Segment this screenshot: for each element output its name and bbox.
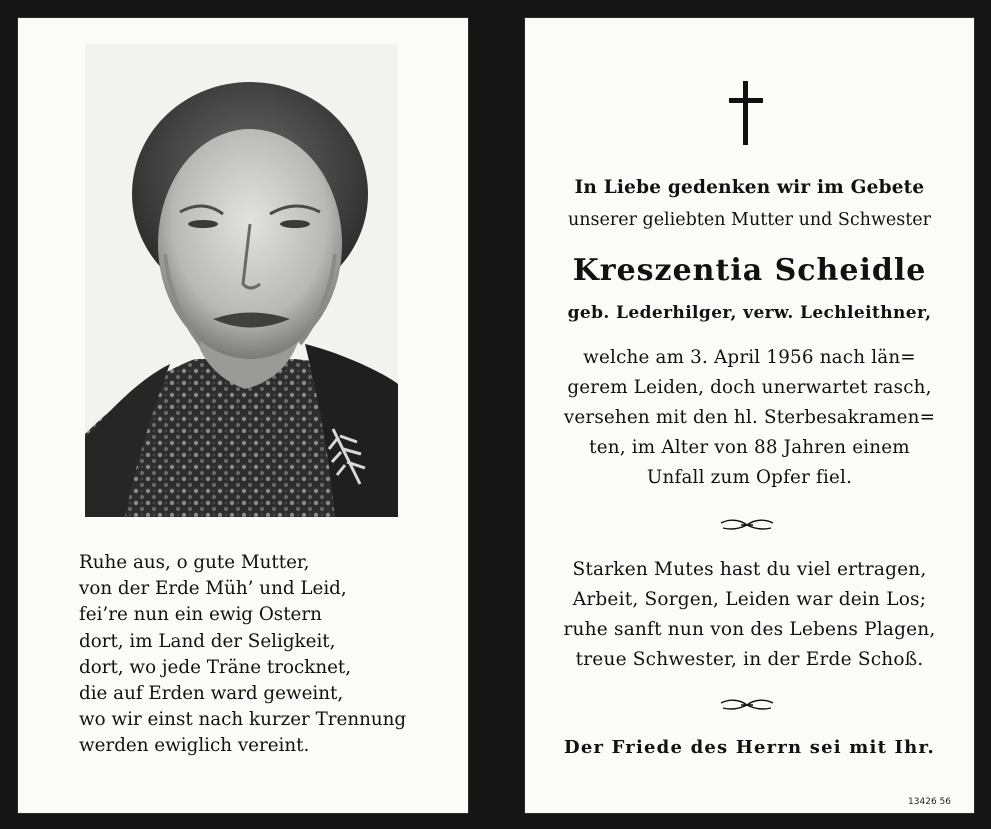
obituary-line: versehen mit den hl. Sterbesakramen=	[563, 407, 936, 428]
poem-line: wo wir einst nach kurzer Trennung	[79, 709, 407, 731]
poem-line: dort, im Land der Seligkeit,	[79, 630, 336, 652]
intro-line-1: In Liebe gedenken wir im Gebete	[574, 177, 925, 198]
memorial-poem	[79, 550, 439, 760]
verse-line: Arbeit, Sorgen, Leiden war dein Los;	[572, 589, 927, 610]
poem-line: von der Erde Müh’ und Leid,	[79, 578, 347, 600]
cross-icon	[729, 81, 763, 145]
print-code: 13426 56	[908, 797, 951, 807]
birth-name-line: geb. Lederhilger, verw. Lechleithner,	[567, 303, 932, 323]
poem-line: die auf Erden ward geweint,	[79, 683, 344, 705]
ornament-divider-icon	[719, 517, 775, 531]
obituary-line: gerem Leiden, doch unerwartet rasch,	[567, 377, 932, 398]
obituary-line: Unfall zum Opfer fiel.	[646, 467, 853, 488]
verse-line: Starken Mutes hast du viel ertragen,	[572, 559, 927, 580]
obituary-line: welche am 3. April 1956 nach län=	[583, 347, 916, 368]
ornament-divider-icon	[719, 697, 775, 711]
intro-line-2: unserer geliebten Mutter und Schwester	[567, 210, 932, 230]
portrait-photo	[85, 44, 398, 517]
memorial-card-left	[17, 17, 469, 814]
verse-line: ruhe sanft nun von des Lebens Plagen,	[563, 619, 936, 640]
verse-line: treue Schwester, in der Erde Schoß.	[575, 649, 924, 670]
poem-line: fei’re nun ein ewig Ostern	[79, 604, 322, 626]
obituary-line: ten, im Alter von 88 Jahren einem	[589, 437, 910, 458]
poem-line: werden ewiglich vereint.	[79, 735, 310, 757]
memorial-card-right	[524, 17, 975, 814]
deceased-name: Kreszentia Scheidle	[572, 253, 927, 288]
closing-blessing: Der Friede des Herrn sei mit Ihr.	[564, 737, 935, 758]
poem-line: Ruhe aus, o gute Mutter,	[79, 552, 310, 573]
poem-line: dort, wo jede Träne trocknet,	[79, 656, 352, 678]
